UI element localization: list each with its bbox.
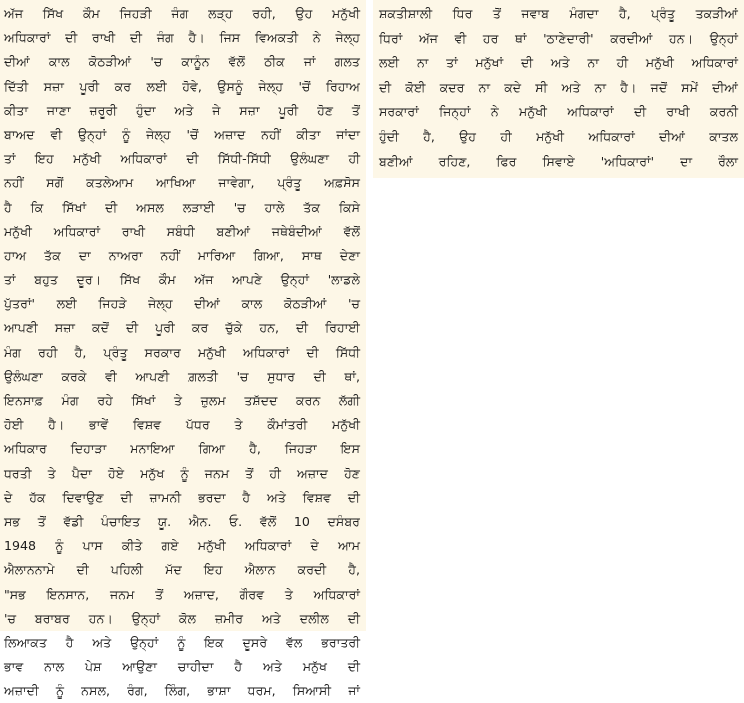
- text-line: ਅੱਜ ਸਿੱਖ ਕੌਮ ਜਿਹੜੀ ਜੰਗ ਲੜ੍ਹ ਰਹੀ, ਉਹ ਮਨੁੱਖੀ: [4, 6, 360, 21]
- text-line: ਇਨਸਾਫ਼ ਮੰਗ ਰਹੇ ਸਿੱਖਾਂ ਤੇ ਜ਼ੁਲਮ ਤਸ਼ੱਦਦ ਕਰਨ ਲੱਗੀ: [4, 393, 360, 408]
- text-line: 'ਚ ਬਰਾਬਰ ਹਨ। ਉਨ੍ਹਾਂ ਕੋਲ ਜ਼ਮੀਰ ਅਤੇ ਦਲੀਲ ਦੀ: [4, 610, 360, 626]
- text-line: ਦੀ ਕੋਈ ਕਦਰ ਨਾ ਕਦੇ ਸੀ ਅਤੇ ਨਾ ਹੈ। ਜਦੋਂ ਸਮੇਂ ਦੀਆਂ: [379, 79, 738, 95]
- text-line: ਮੰਗ ਰਹੀ ਹੈ, ਪ੍ਰੰਤੂ ਸਰਕਾਰ ਮਨੁੱਖੀ ਅਧਿਕਾਰਾਂ ਦੀ ਸਿੱਧੀ: [4, 344, 360, 360]
- text-line: ਹਾਅ ਤੱਕ ਦਾ ਨਾਅਰਾ ਨਹੀਂ ਮਾਰਿਆ ਗਿਆ, ਸਾਥ ਦੇਣਾ: [4, 247, 360, 263]
- column-gutter: [366, 0, 373, 631]
- text-line: ਅਜ਼ਾਦੀ ਨੂੰ ਨਸਲ, ਰੰਗ, ਲਿੰਗ, ਭਾਸ਼ਾ ਧਰਮ, ਸਿਆਸੀ ਜਾਂ: [4, 683, 360, 699]
- text-line: ਹੁੰਦੀ ਹੈ, ਉਹ ਹੀ ਮਨੁੱਖੀ ਅਧਿਕਾਰਾਂ ਦੀਆਂ ਕਾਤਲ: [379, 128, 738, 144]
- text-line: ਅਧਿਕਾਰ ਦਿਹਾੜਾ ਮਨਾਇਆ ਗਿਆ ਹੈ, ਜਿਹੜਾ ਇਸ: [4, 441, 360, 457]
- text-line: ਅਧਿਕਾਰਾਂ ਦੀ ਰਾਖੀ ਦੀ ਜੰਗ ਹੈ। ਜਿਸ ਵਿਅਕਤੀ ਨੇ ਜੇਲ੍ਹ: [4, 30, 360, 46]
- text-line: ਉਲੰਘਣਾ ਕਰਕੇ ਵੀ ਆਪਣੀ ਗ਼ਲਤੀ 'ਚ ਸੁਧਾਰ ਦੀ ਥਾਂ,: [4, 368, 360, 384]
- text-line: ਦੇ ਹੱਕ ਦਿਵਾਉਣ ਦੀ ਜ਼ਾਮਨੀ ਭਰਦਾ ਹੈ ਅਤੇ ਵਿਸ਼ਵ ਦੀ: [4, 489, 360, 505]
- text-line: ਦੀਆਂ ਕਾਲ ਕੋਠੜੀਆਂ 'ਚ ਕਾਨੂੰਨ ਵੱਲੋਂ ਠੀਕ ਜਾਂ ਗਲਤ: [4, 54, 360, 70]
- text-line: ਬਾਅਦ ਵੀ ਉਨ੍ਹਾਂ ਨੂੰ ਜੇਲ੍ਹ 'ਚੋਂ ਅਜ਼ਾਦ ਨਹੀਂ ਕੀਤਾ ਜਾਂਦਾ: [4, 126, 360, 142]
- text-line: "ਸਭ ਇਨਸਾਨ, ਜਨਮ ਤੋਂ ਅਜ਼ਾਦ, ਗੌਰਵ ਤੇ ਅਧਿਕਾਰਾਂ: [4, 586, 360, 602]
- text-line: ਐਲਾਨਨਾਮੇ ਦੀ ਪਹਿਲੀ ਮੱਦ ਇਹ ਐਲਾਨ ਕਰਦੀ ਹੈ,: [4, 562, 360, 578]
- text-line: ਮਨੁੱਖੀ ਅਧਿਕਾਰਾਂ ਰਾਖੀ ਸਬੰਧੀ ਬਣੀਆਂ ਜਥੇਬੰਦੀਆਂ ਵੱਲੋਂ: [4, 223, 360, 239]
- text-line: ਤਾਂ ਬਹੁਤ ਦੂਰ। ਸਿੱਖ ਕੌਮ ਅੱਜ ਆਪਣੇ ਉਨ੍ਹਾਂ 'ਲਾਡਲੇ: [4, 272, 360, 288]
- text-line: ਪੁੱਤਰਾਂ' ਲਈ ਜਿਹੜੇ ਜੇਲ੍ਹ ਦੀਆਂ ਕਾਲ ਕੋਠੜੀਆਂ 'ਚ: [4, 296, 360, 312]
- text-line: ਸਭ ਤੋਂ ਵੱਡੀ ਪੰਚਾਇਤ ਯੂ. ਐਨ. ਓ. ਵੱਲੋਂ 10 ਦਸੰਬਰ: [4, 513, 360, 529]
- text-line: ਹੋਈ ਹੈ। ਭਾਵੇਂ ਵਿਸ਼ਵ ਪੱਧਰ ਤੇ ਕੌਮਾਂਤਰੀ ਮਨੁੱਖੀ: [4, 417, 360, 433]
- article-column-left: [0, 0, 366, 699]
- text-line: ਬਣੀਆਂ ਰਹਿਣ, ਫਿਰ ਸਿਵਾਏ 'ਅਧਿਕਾਰਾਂ' ਦਾ ਰੌਲਾ: [379, 153, 738, 169]
- text-line: 1948 ਨੂੰ ਪਾਸ ਕੀਤੇ ਗਏ ਮਨੁੱਖੀ ਅਧਿਕਾਰਾਂ ਦੇ ਆਮ: [4, 538, 360, 554]
- text-line: ਸ਼ਕਤੀਸ਼ਾਲੀ ਧਿਰ ਤੋਂ ਜਵਾਬ ਮੰਗਦਾ ਹੈ, ਪ੍ਰੰਤੂ ਤਕੜੀਆਂ: [379, 6, 738, 21]
- text-line: ਧਰਤੀ ਤੇ ਪੈਦਾ ਹੋਏ ਮਨੁੱਖ ਨੂੰ ਜਨਮ ਤੋਂ ਹੀ ਅਜ਼ਾਦ ਹੋਣ: [4, 465, 360, 481]
- text-line: ਆਪਣੀ ਸਜ਼ਾ ਕਦੋਂ ਦੀ ਪੂਰੀ ਕਰ ਚੁੱਕੇ ਹਨ, ਦੀ ਰਿਹਾਈ: [4, 320, 360, 336]
- text-line: ਹੈ ਕਿ ਸਿੱਖਾਂ ਦੀ ਅਸਲ ਲੜਾਈ 'ਚ ਹਾਲੇ ਤੱਕ ਕਿਸੇ: [4, 199, 360, 215]
- text-line: ਕੀਤਾ ਜਾਣਾ ਜ਼ਰੂਰੀ ਹੁੰਦਾ ਅਤੇ ਜੇ ਸਜ਼ਾ ਪੂਰੀ ਹੋਣ ਤੋਂ: [4, 102, 360, 118]
- text-line: ਭਾਵ ਨਾਲ ਪੇਸ਼ ਆਉਣਾ ਚਾਹੀਦਾ ਹੈ ਅਤੇ ਮਨੁੱਖ ਦੀ: [4, 659, 360, 675]
- text-line: ਲਿਆਕਤ ਹੈ ਅਤੇ ਉਨ੍ਹਾਂ ਨੂੰ ਇਕ ਦੂਸਰੇ ਵੱਲ ਭਰਾਤਰੀ: [4, 634, 360, 650]
- text-line: ਦਿੱਤੀ ਸਜ਼ਾ ਪੂਰੀ ਕਰ ਲਈ ਹੋਵੇ, ਉਸਨੂੰ ਜੇਲ੍ਹ 'ਚੋਂ ਰਿਹਾਅ: [4, 78, 360, 94]
- text-line: ਧਿਰਾਂ ਅੱਜ ਵੀ ਹਰ ਥਾਂ 'ਠਾਣੇਦਾਰੀ' ਕਰਦੀਆਂ ਹਨ। ਉਨ੍ਹਾਂ: [379, 30, 738, 46]
- text-line: ਲਈ ਨਾ ਤਾਂ ਮਨੁੱਖਾਂ ਦੀ ਅਤੇ ਨਾ ਹੀ ਮਨੁੱਖੀ ਅਧਿਕਾਰਾਂ: [379, 55, 738, 71]
- text-line: ਨਹੀਂ ਸਗੋਂ ਕਤਲੇਆਮ ਆਖਿਆ ਜਾਵੇਗਾ, ਪ੍ਰੰਤੂ ਅਫ਼ਸੋਸ: [4, 175, 360, 191]
- article-column-right: [373, 0, 744, 178]
- text-line: ਤਾਂ ਇਹ ਮਨੁੱਖੀ ਅਧਿਕਾਰਾਂ ਦੀ ਸਿੱਧੀ-ਸਿੱਧੀ ਉਲੰਘਣਾ ਹੀ: [4, 151, 360, 167]
- text-line: ਸਰਕਾਰਾਂ ਜਿਨ੍ਹਾਂ ਨੇ ਮਨੁੱਖੀ ਅਧਿਕਾਰਾਂ ਦੀ ਰਾਖੀ ਕਰਨੀ: [379, 104, 738, 120]
